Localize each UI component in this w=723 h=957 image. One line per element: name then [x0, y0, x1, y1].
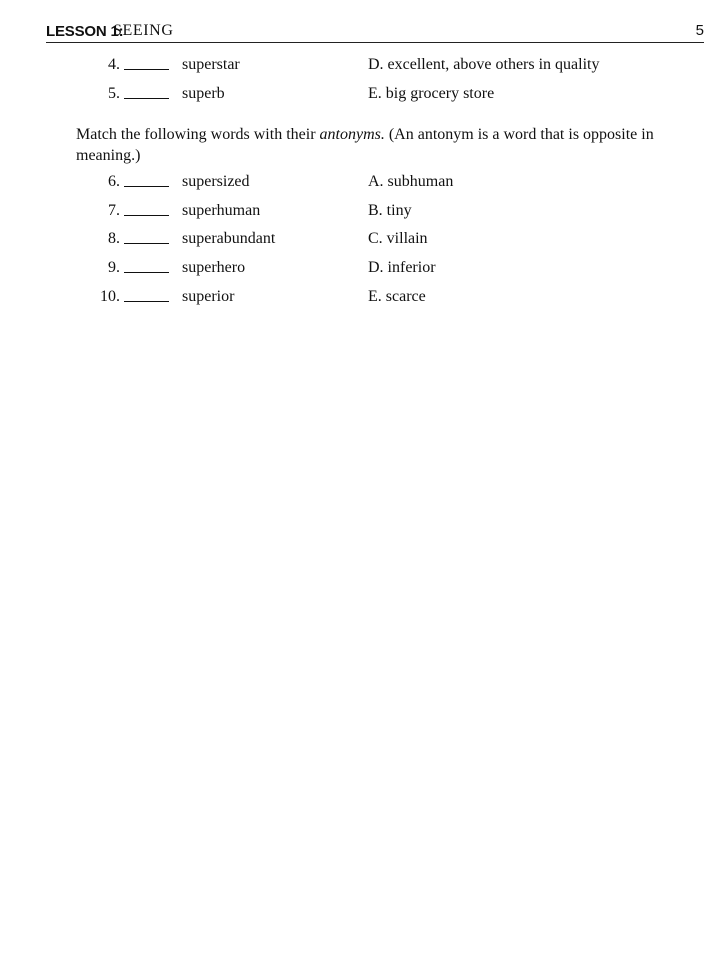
item-number: 5. — [108, 85, 120, 102]
instructions-emphasis: antonyms. — [319, 126, 385, 143]
matching-row — [46, 256, 696, 280]
item-number: 7. — [108, 202, 120, 219]
page-header — [46, 21, 704, 43]
matching-row — [46, 82, 696, 106]
item-word: superstar — [182, 56, 240, 73]
answer-blank[interactable] — [124, 243, 169, 244]
answer-blank[interactable] — [124, 98, 169, 99]
matching-row — [46, 285, 696, 309]
item-match: C. villain — [368, 230, 428, 247]
item-number: 8. — [108, 230, 120, 247]
answer-blank[interactable] — [124, 301, 169, 302]
lesson-title: SEEING — [113, 22, 174, 39]
item-match: B. tiny — [368, 202, 412, 219]
item-match: D. inferior — [368, 259, 436, 276]
header-divider — [46, 42, 704, 43]
item-match: A. subhuman — [368, 173, 454, 190]
item-word: superhero — [182, 259, 246, 276]
item-word: superior — [182, 288, 235, 305]
item-match: E. scarce — [368, 288, 426, 305]
item-number: 10. — [100, 288, 120, 305]
answer-blank[interactable] — [124, 69, 169, 70]
item-word: superhuman — [182, 202, 261, 219]
instructions-text-start: Match the following words with their — [76, 126, 320, 143]
matching-row — [46, 53, 696, 77]
item-word: superb — [182, 85, 225, 102]
page-number: 5 — [695, 22, 704, 39]
matching-row — [46, 227, 696, 251]
item-word: supersized — [182, 173, 250, 190]
answer-blank[interactable] — [124, 215, 169, 216]
antonym-instructions — [76, 124, 696, 166]
item-number: 6. — [108, 173, 120, 190]
matching-row — [46, 199, 696, 223]
item-match: D. excellent, above others in quality — [368, 56, 600, 73]
answer-blank[interactable] — [124, 272, 169, 273]
instructions-text-end: (An antonym is a word that is opposite in meaning.) — [76, 126, 654, 164]
lesson-label: LESSON 1: — [46, 23, 124, 40]
item-match: E. big grocery store — [368, 85, 495, 102]
matching-row — [46, 170, 696, 194]
item-word: superabundant — [182, 230, 276, 247]
answer-blank[interactable] — [124, 186, 169, 187]
item-number: 9. — [108, 259, 120, 276]
item-number: 4. — [108, 56, 120, 73]
